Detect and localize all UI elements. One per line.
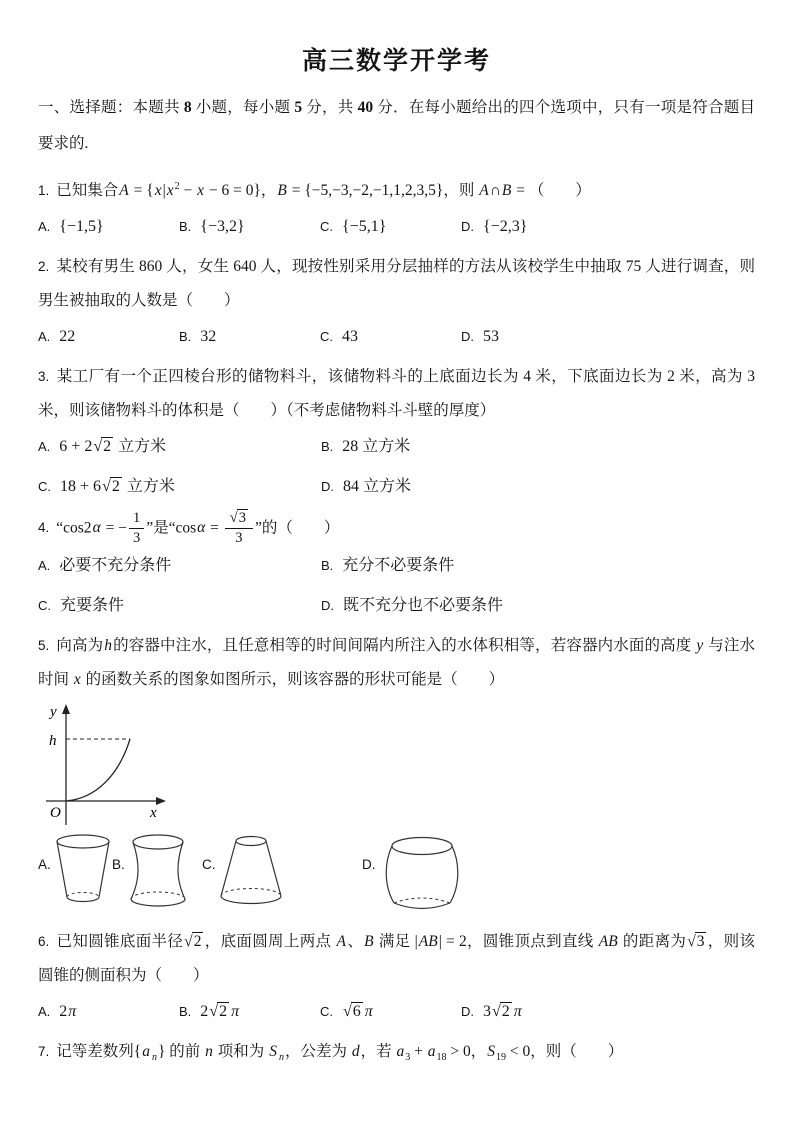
- barrel-top-rim: [392, 837, 452, 854]
- question-number: 5.: [38, 637, 50, 653]
- option-content: [342, 997, 374, 1027]
- option-item: [38, 432, 321, 462]
- option-content: [59, 432, 166, 462]
- subscript: 3: [405, 1051, 411, 1063]
- spool-top-rim: [133, 835, 183, 849]
- options-row: [38, 551, 755, 621]
- frustum-left-side: [221, 841, 236, 896]
- cup-left-side: [57, 841, 67, 897]
- option-item: [179, 212, 320, 242]
- option-item: [179, 997, 320, 1027]
- option-item: [321, 432, 604, 462]
- text-run: 立方米: [114, 438, 167, 456]
- text-run: = −: [101, 519, 127, 537]
- text-run: {−1,5}: [59, 218, 104, 236]
- text-run: ，公差为: [284, 1042, 351, 1060]
- question-number: 3.: [38, 369, 50, 385]
- options-row: [38, 432, 755, 502]
- text-run: 18 + 6: [60, 478, 102, 496]
- text-run: ”的（ ）: [254, 519, 340, 537]
- text-run: 分．在每小题给出的四个选项中，只有一项是符合题目要求的.: [38, 99, 755, 152]
- barrel-bottom-hidden-arc: [394, 898, 450, 903]
- frustum-right-side: [266, 841, 281, 896]
- height-vs-time-graph: [38, 701, 202, 829]
- radicand: 2: [219, 1002, 228, 1020]
- radicand: 3: [238, 510, 246, 527]
- radical-sign: √: [229, 510, 237, 527]
- math-variable: B: [364, 932, 374, 950]
- option-item: [38, 212, 179, 242]
- text-run: 既不充分也不必要条件: [343, 596, 504, 614]
- cup-top-rim: [57, 835, 109, 848]
- option-label: B.: [179, 1003, 192, 1019]
- radicand: 2: [193, 932, 202, 950]
- question-stem: [38, 360, 755, 428]
- text-run: 1: [132, 510, 141, 527]
- math-variable: h: [104, 636, 113, 654]
- text-run: 充要条件: [60, 596, 125, 614]
- option-content: [483, 997, 523, 1027]
- math-variable: π: [68, 1002, 77, 1020]
- option-item: [38, 591, 321, 621]
- text-run: {−2,3}: [483, 218, 528, 236]
- math-variable: a: [396, 1042, 405, 1060]
- option-item: [321, 472, 604, 502]
- option-item: [461, 997, 602, 1027]
- shape-option-label-c: C.: [202, 856, 216, 872]
- math-variable: A: [336, 932, 346, 950]
- radical-sign: √: [93, 438, 102, 456]
- text-run: 一、选择题：本题共: [38, 99, 184, 116]
- radical-sign: √: [687, 932, 695, 950]
- text-run: 分，共: [302, 99, 358, 116]
- math-variable: d: [351, 1042, 360, 1060]
- sqrt-expression: [491, 1003, 513, 1020]
- option-label: A.: [38, 439, 51, 455]
- spool-left-side: [131, 842, 138, 899]
- radical-sign: √: [209, 1002, 218, 1020]
- shape-c-frustum-cone-icon: [220, 833, 282, 911]
- text-run: {−5,1}: [342, 218, 387, 236]
- math-variable: α: [197, 519, 206, 537]
- exam-title: 高三数学开学考: [301, 47, 491, 75]
- text-run: 项和为: [213, 1042, 269, 1060]
- spool-bottom-hidden-arc: [131, 892, 185, 899]
- text-run: =: [206, 519, 223, 537]
- math-variable: x: [154, 182, 162, 200]
- option-label: A.: [38, 329, 51, 345]
- bold-text-run: 8: [183, 99, 192, 116]
- q5-graph-figure: [38, 701, 755, 829]
- option-content: [60, 472, 175, 502]
- option-label: D.: [461, 219, 474, 235]
- text-run: 43: [342, 328, 358, 346]
- math-variable: n: [205, 1042, 213, 1060]
- option-item: [38, 472, 321, 502]
- fraction-numerator: [225, 510, 253, 529]
- math-variable: A: [119, 182, 129, 200]
- radical-sign: √: [184, 932, 192, 950]
- radical-sign: √: [343, 1002, 351, 1020]
- option-content: [342, 432, 410, 462]
- option-content: [342, 212, 386, 242]
- option-content: [342, 551, 454, 581]
- option-content: [342, 322, 358, 352]
- option-label: D.: [461, 329, 474, 345]
- option-label: B.: [321, 439, 334, 455]
- radicand: 2: [103, 438, 112, 456]
- frustum-bottom-hidden-arc: [221, 888, 281, 896]
- option-item: [461, 322, 602, 352]
- math-variable: S: [269, 1042, 277, 1060]
- math-variable: A: [479, 182, 489, 200]
- question-number: 7.: [38, 1043, 50, 1059]
- text-run: 3: [132, 529, 141, 546]
- math-variable: a: [142, 1042, 150, 1060]
- math-variable: AB: [418, 932, 438, 950]
- radical-sign: √: [492, 1002, 500, 1020]
- y-axis-label: y: [50, 703, 57, 720]
- text-run: 3: [483, 1002, 491, 1020]
- text-run: < 0，则（ ）: [505, 1042, 624, 1060]
- text-run: } 的前: [157, 1042, 205, 1060]
- option-label: D.: [321, 479, 334, 495]
- text-run: ，则该圆锥的侧面积为（ ）: [38, 932, 755, 984]
- option-item: [320, 997, 461, 1027]
- fraction: [129, 510, 144, 546]
- text-run: +: [410, 1042, 427, 1060]
- text-run: 的函数关系的图象如图所示，则该容器的形状可能是（ ）: [81, 670, 505, 688]
- text-run: −: [179, 182, 197, 200]
- shape-option-label-b: B.: [112, 856, 125, 872]
- text-run: 的距离为: [618, 932, 687, 950]
- question-6: [38, 925, 755, 1027]
- math-variable: x: [197, 182, 204, 200]
- text-run: 某工厂有一个正四棱台形的储物料斗，该储物料斗的上底面边长为 4 米，下底面边长为 2 米，高为 3 米，则该储物料斗的体积是（ ）（不考虑储物料斗斗壁的厚度）: [38, 368, 755, 420]
- option-label: B.: [179, 219, 192, 235]
- text-run: 3: [235, 529, 243, 546]
- option-content: [343, 472, 411, 502]
- subscript: n: [278, 1051, 284, 1063]
- q5-container-shape-options: [38, 831, 755, 917]
- question-2: [38, 250, 755, 352]
- option-label: C.: [38, 479, 51, 495]
- option-label: C.: [320, 329, 333, 345]
- barrel-right-side: [450, 846, 458, 903]
- option-content: [483, 322, 499, 352]
- text-run: |: [162, 182, 166, 200]
- question-stem: [38, 250, 755, 318]
- math-variable: π: [364, 1002, 373, 1020]
- cup-bottom-hidden-arc: [67, 892, 99, 897]
- sqrt-expression: [342, 1003, 364, 1020]
- x-axis-arrowhead: [156, 797, 166, 805]
- text-run: 已知集合: [56, 182, 119, 200]
- option-item: [461, 212, 602, 242]
- spool-right-side: [178, 842, 185, 899]
- math-variable: π: [513, 1002, 522, 1020]
- text-run: 28 立方米: [342, 438, 411, 456]
- subscript: 18: [436, 1051, 447, 1063]
- subscript: 19: [495, 1051, 506, 1063]
- text-run: = （ ）: [512, 182, 591, 200]
- text-run: 2: [59, 1002, 68, 1020]
- radicand: 2: [501, 1002, 510, 1020]
- option-content: [483, 212, 527, 242]
- cup-right-side: [99, 841, 109, 897]
- option-content: [59, 997, 77, 1027]
- option-content: [200, 212, 244, 242]
- option-label: C.: [320, 219, 333, 235]
- option-content: [200, 322, 216, 352]
- option-label: B.: [179, 329, 192, 345]
- question-3: [38, 360, 755, 502]
- x-axis-label: x: [150, 804, 157, 821]
- bold-text-run: 40: [357, 99, 374, 116]
- questions-list: [38, 170, 755, 1075]
- barrel-left-side: [386, 846, 394, 903]
- text-run: 必要不充分条件: [59, 556, 172, 574]
- math-variable: S: [487, 1042, 495, 1060]
- origin-label: O: [50, 804, 61, 821]
- text-run: − 6 = 0}，: [204, 182, 277, 200]
- question-7: [38, 1035, 755, 1075]
- option-content: [59, 551, 171, 581]
- y-axis-arrowhead: [62, 704, 70, 714]
- fraction-numerator: [129, 510, 144, 529]
- frustum-bottom-front-arc: [221, 896, 281, 904]
- text-run: 某校有男生 860 人，女生 640 人，现按性别采用分层抽样的方法从该校学生中抽取 75 人进行调查，则男生被抽取的人数是（ ）: [38, 258, 755, 310]
- text-run: ，若: [360, 1042, 396, 1060]
- cup-bottom-front-arc: [67, 897, 99, 902]
- radical-sign: √: [102, 478, 110, 496]
- bold-text-run: 5: [294, 99, 303, 116]
- text-run: 84 立方米: [343, 478, 412, 496]
- sqrt-expression: [101, 478, 123, 495]
- superscript: 2: [174, 181, 180, 192]
- option-label: A.: [38, 219, 51, 235]
- shape-b-hourglass-spool-icon: [129, 833, 187, 913]
- text-run: 满足 |: [374, 932, 418, 950]
- question-number: 1.: [38, 183, 50, 199]
- text-run: 立方米: [122, 478, 175, 496]
- text-run: 记等差数列{: [56, 1042, 142, 1060]
- option-item: [320, 212, 461, 242]
- option-label: A.: [38, 557, 51, 573]
- text-run: 22: [59, 328, 76, 346]
- math-variable: B: [277, 182, 287, 200]
- option-label: B.: [321, 557, 334, 573]
- radicand: 3: [696, 932, 705, 950]
- math-variable: B: [501, 182, 512, 200]
- text-run: 2: [200, 1002, 209, 1020]
- shape-a-inverted-frustum-cup-icon: [55, 833, 111, 911]
- sqrt-expression: [229, 510, 249, 526]
- option-content: [59, 322, 75, 352]
- option-item: [321, 591, 604, 621]
- fraction: [225, 510, 253, 546]
- fraction-denominator: [225, 529, 253, 547]
- option-content: [60, 591, 124, 621]
- shape-option-label-a: A.: [38, 856, 51, 872]
- text-run: | = 2，圆锥顶点到直线: [438, 932, 598, 950]
- question-stem: [38, 510, 755, 546]
- math-variable: a: [427, 1042, 436, 1060]
- option-content: [343, 591, 503, 621]
- text-run: 向高为: [56, 636, 104, 654]
- barrel-bottom-front-arc: [394, 903, 450, 909]
- text-run: 充分不必要条件: [342, 556, 455, 574]
- text-run: 53: [483, 328, 499, 346]
- option-label: C.: [38, 597, 51, 613]
- options-row: [38, 212, 755, 242]
- option-item: [38, 322, 179, 352]
- section-instructions: [38, 90, 755, 162]
- math-variable: AB: [598, 932, 618, 950]
- text-run: 小题，每小题: [191, 99, 295, 116]
- option-label: D.: [321, 597, 334, 613]
- option-item: [179, 322, 320, 352]
- h-tick-label: h: [49, 732, 57, 749]
- text-run: ∩: [489, 182, 501, 200]
- subscript: n: [151, 1051, 157, 1063]
- question-5: [38, 629, 755, 917]
- frustum-top-rim: [236, 836, 266, 845]
- text-run: 与注水时间: [38, 636, 755, 688]
- sqrt-expression: [92, 438, 114, 455]
- radicand: 6: [352, 1002, 361, 1020]
- shape-option-label-d: D.: [362, 856, 376, 872]
- question-stem: [38, 629, 755, 697]
- option-item: [320, 322, 461, 352]
- question-stem: [38, 925, 755, 993]
- math-variable: x: [166, 182, 174, 200]
- text-run: 已知圆锥底面半径: [56, 932, 184, 950]
- fraction-denominator: [129, 529, 144, 547]
- math-variable: y: [696, 636, 704, 654]
- text-run: “cos2: [56, 519, 92, 537]
- option-content: [200, 997, 240, 1027]
- text-run: = {−5,−3,−2,−1,1,2,3,5}，则: [287, 182, 479, 200]
- option-label: D.: [461, 1003, 474, 1019]
- options-row: [38, 997, 755, 1027]
- spool-bottom-front-arc: [131, 899, 185, 906]
- math-variable: π: [231, 1002, 240, 1020]
- radicand: 2: [111, 478, 120, 496]
- option-item: [38, 997, 179, 1027]
- options-row: [38, 322, 755, 352]
- text-run: 的容器中注水，且任意相等的时间间隔内所注入的水体积相等，若容器内水面的高度: [113, 636, 696, 654]
- question-stem: [38, 170, 755, 208]
- sqrt-expression: [183, 933, 204, 950]
- text-run: > 0，: [446, 1042, 487, 1060]
- text-run: 32: [200, 328, 217, 346]
- text-run: ”是“cos: [146, 519, 197, 537]
- text-run: = {: [129, 182, 154, 200]
- question-4: [38, 510, 755, 620]
- option-item: [38, 551, 321, 581]
- question-1: [38, 170, 755, 242]
- question-number: 2.: [38, 259, 50, 275]
- text-run: 6 + 2: [59, 438, 93, 456]
- math-variable: x: [73, 670, 81, 688]
- math-variable: α: [92, 519, 101, 537]
- text-run: ，底面圆周上两点: [204, 932, 336, 950]
- shape-d-barrel-icon: [381, 833, 463, 913]
- option-label: A.: [38, 1003, 51, 1019]
- question-number: 4.: [38, 520, 50, 536]
- option-content: [59, 212, 103, 242]
- option-label: C.: [320, 1003, 333, 1019]
- filling-curve: [66, 739, 130, 801]
- text-run: {−3,2}: [200, 218, 245, 236]
- question-stem: [38, 1035, 755, 1075]
- text-run: 、: [347, 932, 364, 950]
- question-number: 6.: [38, 933, 50, 949]
- sqrt-expression: [208, 1003, 230, 1020]
- option-item: [321, 551, 604, 581]
- sqrt-expression: [686, 933, 707, 950]
